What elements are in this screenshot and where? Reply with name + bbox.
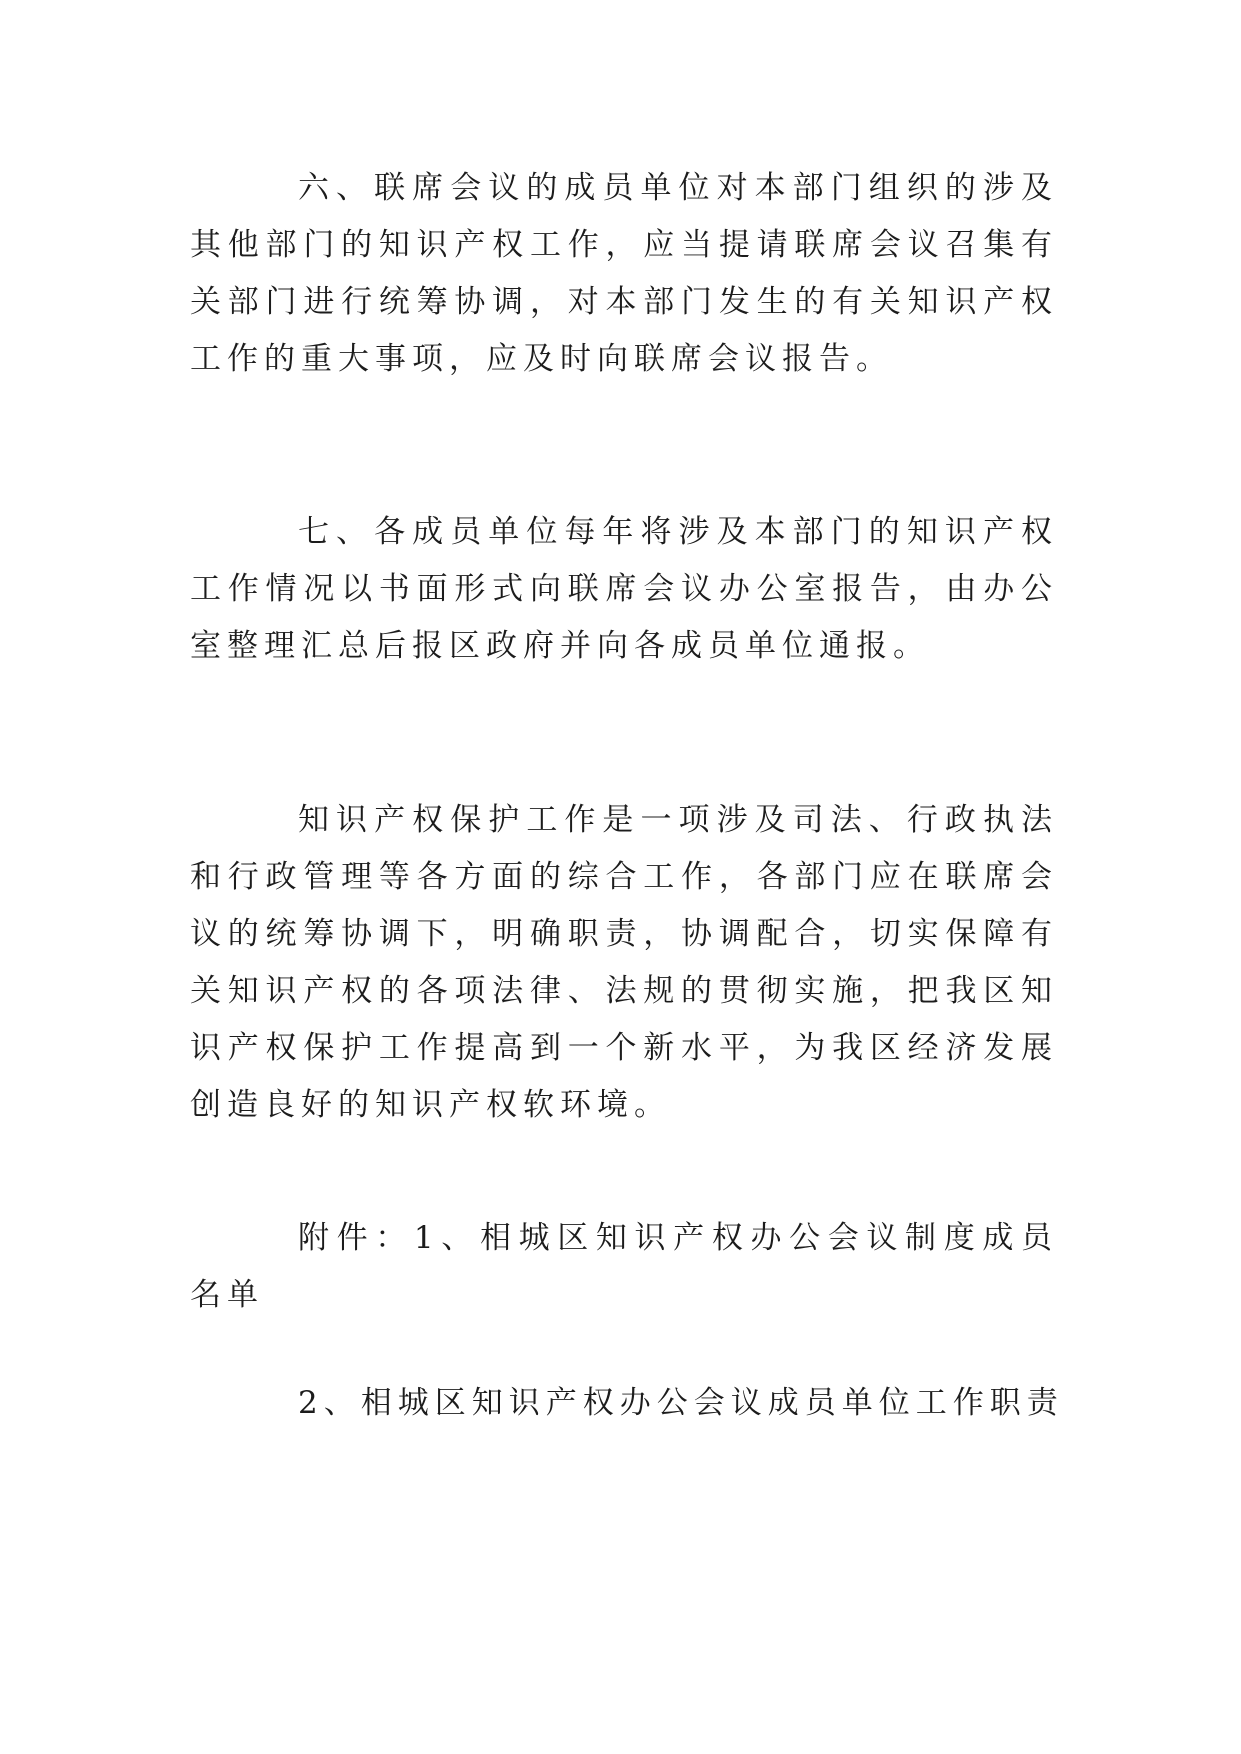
attachment-item-1: 附件：1、相城区知识产权办公会议制度成员名单 <box>190 1220 1058 1313</box>
paragraph-article-seven: 七、各成员单位每年将涉及本部门的知识产权工作情况以书面形式向联席会议办公室报告，由办公室整理汇总后报区政府并向各成员单位通报。 <box>190 514 1058 664</box>
attachment-item-2: 2、相城区知识产权办公会议成员单位工作职责 <box>298 1385 1064 1421</box>
paragraph-summary: 知识产权保护工作是一项涉及司法、行政执法和行政管理等各方面的综合工作，各部门应在联席会议的统筹协调下，明确职责，协调配合，切实保障有关知识产权的各项法律、法规的贯彻实施，把我区知识产权保护工作提高到一个新水平，为我区经济发展创造良好的知识产权软环境。 <box>190 802 1058 1123</box>
paragraph-article-six: 六、联席会议的成员单位对本部门组织的涉及其他部门的知识产权工作，应当提请联席会议召集有关部门进行统筹协调，对本部门发生的有关知识产权工作的重大事项，应及时向联席会议报告。 <box>190 170 1058 377</box>
